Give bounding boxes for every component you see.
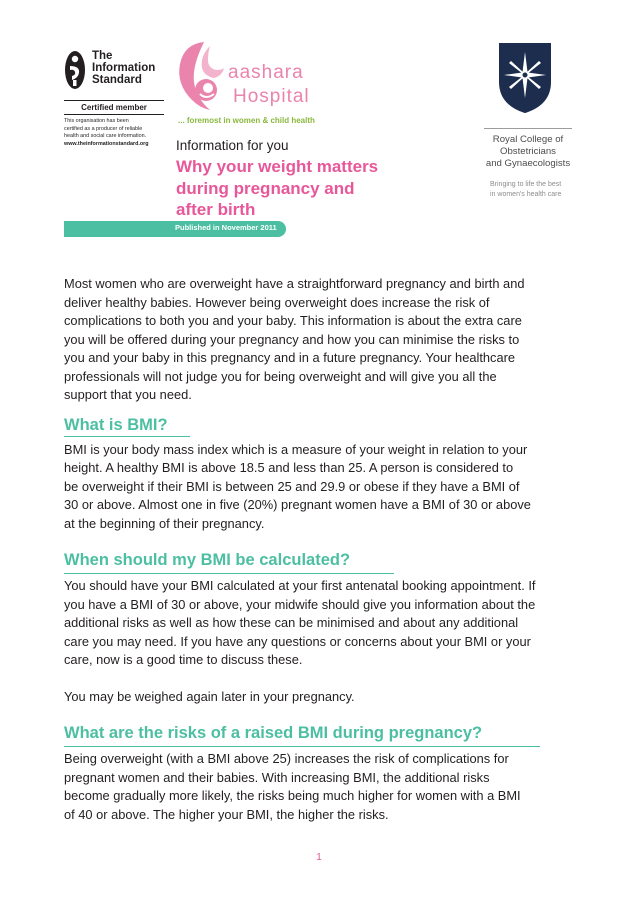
hospital-name-line2: Hospital <box>233 86 310 107</box>
weighed-again-paragraph: You may be weighed again later in your pregnancy. <box>64 688 355 704</box>
information-standard-name: The Information Standard <box>92 50 156 86</box>
rcog-shield-icon <box>498 42 552 114</box>
heading-what-is-bmi: What is BMI? <box>64 415 168 434</box>
published-date-bar <box>64 221 286 237</box>
aashara-hospital-logo <box>170 40 340 130</box>
heading-risks-raised-bmi: What are the risks of a raised BMI during pregnancy? <box>64 724 483 742</box>
bmi-paragraph: BMI is your body mass index which is a measure of your weight in relation to your height. A healthy BMI is above 18.5 and less than 25. A person is considered to be overweight if their BMI is between 25 and 29.9 or obese if they have a BMI of 30 or above. Almost one in five (20%) pregnant women have a BMI of 30 or above at the beginning of their pregnancy. <box>64 441 531 531</box>
information-standard-logo <box>64 50 164 147</box>
intro-paragraph: Most women who are overweight have a straightforward pregnancy and birth and deliver healthy babies. However being overweight does increase the risk of complications to both you and your baby. This information is about the extra care you will be offered during your pregnancy and how you can minimise the risks to you and your baby in this pregnancy and in a future pregnancy. Your healthcare professionals will not judge you for being overweight and will give you all the support that you need. <box>64 276 525 402</box>
heading-underline <box>64 436 190 437</box>
published-date: Published in November 2011 <box>175 223 277 232</box>
rcog-name: Royal College of Obstetricians and Gynaecologists <box>485 134 571 169</box>
mother-child-icon <box>170 40 230 112</box>
bmi-calculation-paragraph: You should have your BMI calculated at your first antenatal booking appointment. If you have a BMI of 30 or above, your midwife should give you information about the additional risks as well as how these can be minimised and about any additional care you may need. If you have any questions or concerns about your BMI or your care, now is a good time to discuss these. <box>64 578 536 667</box>
information-standard-badge-icon <box>64 50 86 90</box>
certified-member-label: Certified member <box>81 103 147 112</box>
heading-bmi-calculated: When should my BMI be calculated? <box>64 551 351 569</box>
hospital-tagline: ... foremost in women & child health <box>178 116 315 125</box>
page-title: Why your weight matters during pregnancy and after birth <box>176 157 379 219</box>
rcog-tagline: Bringing to life the best in women's health care <box>490 181 562 198</box>
information-for-you-label: Information for you <box>176 138 289 153</box>
heading-underline <box>64 746 540 747</box>
certification-description: This organisation has been certified as a producer of reliable health and social care information. <box>64 118 147 140</box>
risks-paragraph: Being overweight (with a BMI above 25) increases the risk of complications for pregnant women and their babies. With increasing BMI, the additional risks become gradually more likely, the risks being much higher for women with a BMI of 40 or above. The higher your BMI, the higher the risks. <box>64 751 521 822</box>
page-number: 1 <box>316 852 322 863</box>
hospital-name-line1: aashara <box>228 62 304 83</box>
heading-underline <box>64 573 394 574</box>
information-standard-url[interactable]: www.theinformationstandard.org <box>64 140 149 147</box>
document-body <box>64 275 576 824</box>
